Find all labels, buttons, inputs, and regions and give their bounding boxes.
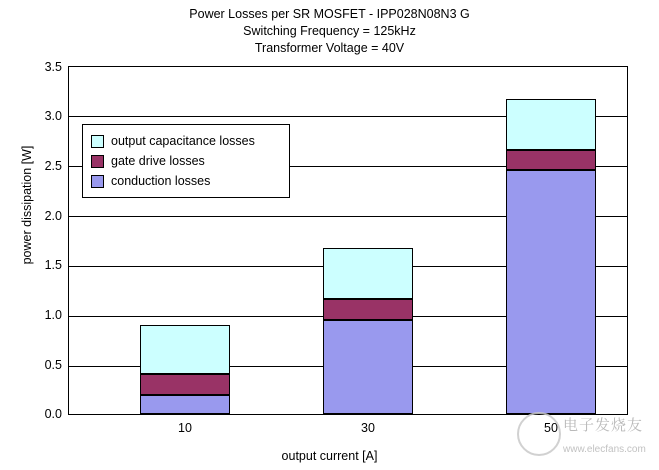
chart-legend — [82, 124, 290, 198]
bar-50-gate-drive-losses — [506, 150, 596, 170]
x-tick-label-50: 50 — [544, 421, 558, 435]
y-tick-label-2.0: 2.0 — [44, 209, 62, 223]
legend-item-output-capacitance-losses — [91, 131, 281, 151]
y-tick-label-0.5: 0.5 — [44, 358, 62, 372]
bar-30-conduction-losses — [323, 320, 413, 414]
bar-50-output-capacitance-losses — [506, 99, 596, 150]
plot-area — [68, 66, 628, 415]
y-tick-label-1.0: 1.0 — [44, 308, 62, 322]
chart-title-line-1: Power Losses per SR MOSFET - IPP028N08N3 G — [189, 7, 470, 21]
y-tick-label-0.0: 0.0 — [44, 407, 62, 421]
y-tick-label-3.5: 3.5 — [44, 60, 62, 74]
legend-swatch-gate-drive-losses — [91, 155, 104, 168]
legend-swatch-conduction-losses — [91, 175, 104, 188]
bar-30-gate-drive-losses — [323, 299, 413, 320]
legend-label-conduction-losses: conduction losses — [111, 174, 211, 188]
bar-30-output-capacitance-losses — [323, 248, 413, 299]
chart-title-line-2: Switching Frequency = 125kHz — [243, 24, 416, 38]
y-tick-label-2.5: 2.5 — [44, 159, 62, 173]
chart-title-block — [0, 6, 659, 57]
x-axis-title: output current [A] — [281, 449, 378, 463]
legend-label-output-capacitance-losses: output capacitance losses — [111, 134, 255, 148]
y-tick-label-1.5: 1.5 — [44, 258, 62, 272]
legend-label-gate-drive-losses: gate drive losses — [111, 154, 205, 168]
x-tick-label-30: 30 — [361, 421, 375, 435]
bar-50-conduction-losses — [506, 170, 596, 414]
legend-item-gate-drive-losses — [91, 151, 281, 171]
chart-title-line-3: Transformer Voltage = 40V — [254, 41, 405, 55]
x-tick-label-10: 10 — [178, 421, 192, 435]
bar-10-gate-drive-losses — [140, 374, 230, 395]
legend-swatch-output-capacitance-losses — [91, 135, 104, 148]
y-axis-title: power dissipation [W] — [20, 145, 34, 265]
y-tick-label-3.0: 3.0 — [44, 109, 62, 123]
bar-10-conduction-losses — [140, 395, 230, 414]
bar-10-output-capacitance-losses — [140, 325, 230, 374]
watermark-url: www.elecfans.com — [563, 444, 646, 455]
watermark-brand: 电子发烧友 — [563, 417, 644, 434]
legend-item-conduction-losses — [91, 171, 281, 191]
